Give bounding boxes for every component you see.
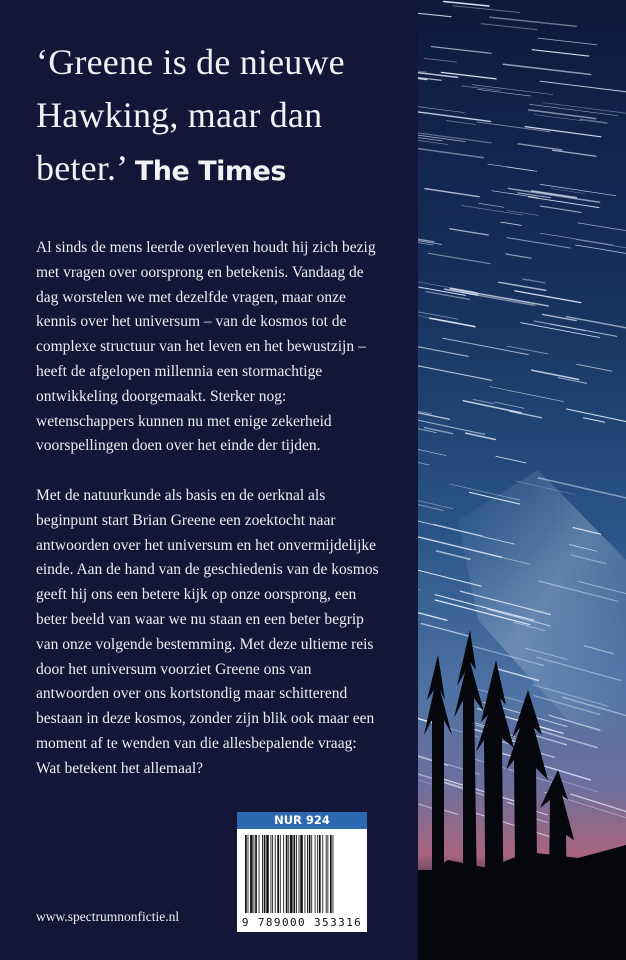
barcode-bar xyxy=(271,835,272,913)
quote xyxy=(36,36,396,198)
barcode-bar xyxy=(317,835,318,913)
barcode-label xyxy=(237,812,367,932)
isbn-number: 9 789000 353316 xyxy=(241,916,363,929)
nur-code: NUR 924 xyxy=(237,812,367,829)
barcode-bar xyxy=(283,835,284,913)
publisher-website: www.spectrumnonfictie.nl xyxy=(36,909,180,924)
barcode-bar xyxy=(299,835,300,913)
barcode-bar xyxy=(255,835,257,913)
barcode-bar xyxy=(264,835,266,913)
barcode-bar xyxy=(245,835,247,913)
barcode-bar xyxy=(309,835,311,913)
barcode-bar xyxy=(326,835,327,913)
quote-source: The Times xyxy=(134,156,286,187)
blurb-paragraph-1: Al sinds de mens leerde overleven houdt hij zich bezig met vragen over oorsprong en betekenis. Vandaag de dag worstelen we met dezelfde vragen, maar onze kennis over het universum – van de kosmos tot de complexe structuur van het leven en het bewustzijn – heeft de afgelopen millennia een stormachtige ontwikkeling doorgemaakt. Sterker nog: wetenschappers kunnen nu met enige zekerheid voorspellingen doen over het einde der tijden. xyxy=(36,239,376,455)
barcode-bar xyxy=(307,835,308,913)
quote-text: ‘Greene is de nieuwe Hawking, maar dan beter.’ xyxy=(36,42,345,188)
barcode-bar xyxy=(290,835,293,913)
blurb-paragraph-2: Met de natuurkunde als basis en de oerknal als beginpunt start Brian Greene een zoektocht naar antwoorden over het universum en het onvermijdelijke einde. Aan de hand van de geschiedenis van de kosmos geeft hij ons een betere kijk op onze oorsprong, een beter beeld van waar we nu staan en een beter begrip van onze volgende bestemming. Met deze ultieme reis door het universum voorziet Greene ons van antwoorden over ons kortstondig maar schitterend bestaan in deze kosmos, zonder zijn blik ook maar een moment af te wenden van die allesbepalende vraag: Wat betekent het allemaal? xyxy=(36,487,379,777)
barcode-bar xyxy=(275,835,276,913)
barcode-bar xyxy=(327,835,328,913)
barcode-bar xyxy=(288,835,289,913)
barcode-bar xyxy=(333,835,334,913)
barcode-bar xyxy=(300,835,303,913)
barcode-bar xyxy=(296,835,297,913)
star-trails-photo xyxy=(418,0,626,960)
barcode-bar xyxy=(262,835,263,913)
barcode-bar xyxy=(330,835,332,913)
isbn-barcode xyxy=(237,829,367,916)
barcode-bar xyxy=(254,835,255,913)
barcode-bar xyxy=(286,835,288,913)
barcode-bar xyxy=(272,835,273,913)
barcode-bar xyxy=(259,835,260,913)
barcode-bar xyxy=(305,835,306,913)
barcode-bar xyxy=(250,835,253,913)
barcode-bar xyxy=(315,835,316,913)
barcode-bar xyxy=(277,835,279,913)
barcode-bar xyxy=(293,835,295,913)
barcode-bar xyxy=(280,835,281,913)
barcode-bar xyxy=(311,835,312,913)
barcode-bar xyxy=(248,835,249,913)
barcode-bar xyxy=(322,835,323,913)
barcode-bar xyxy=(266,835,269,913)
barcode-bar xyxy=(319,835,321,913)
